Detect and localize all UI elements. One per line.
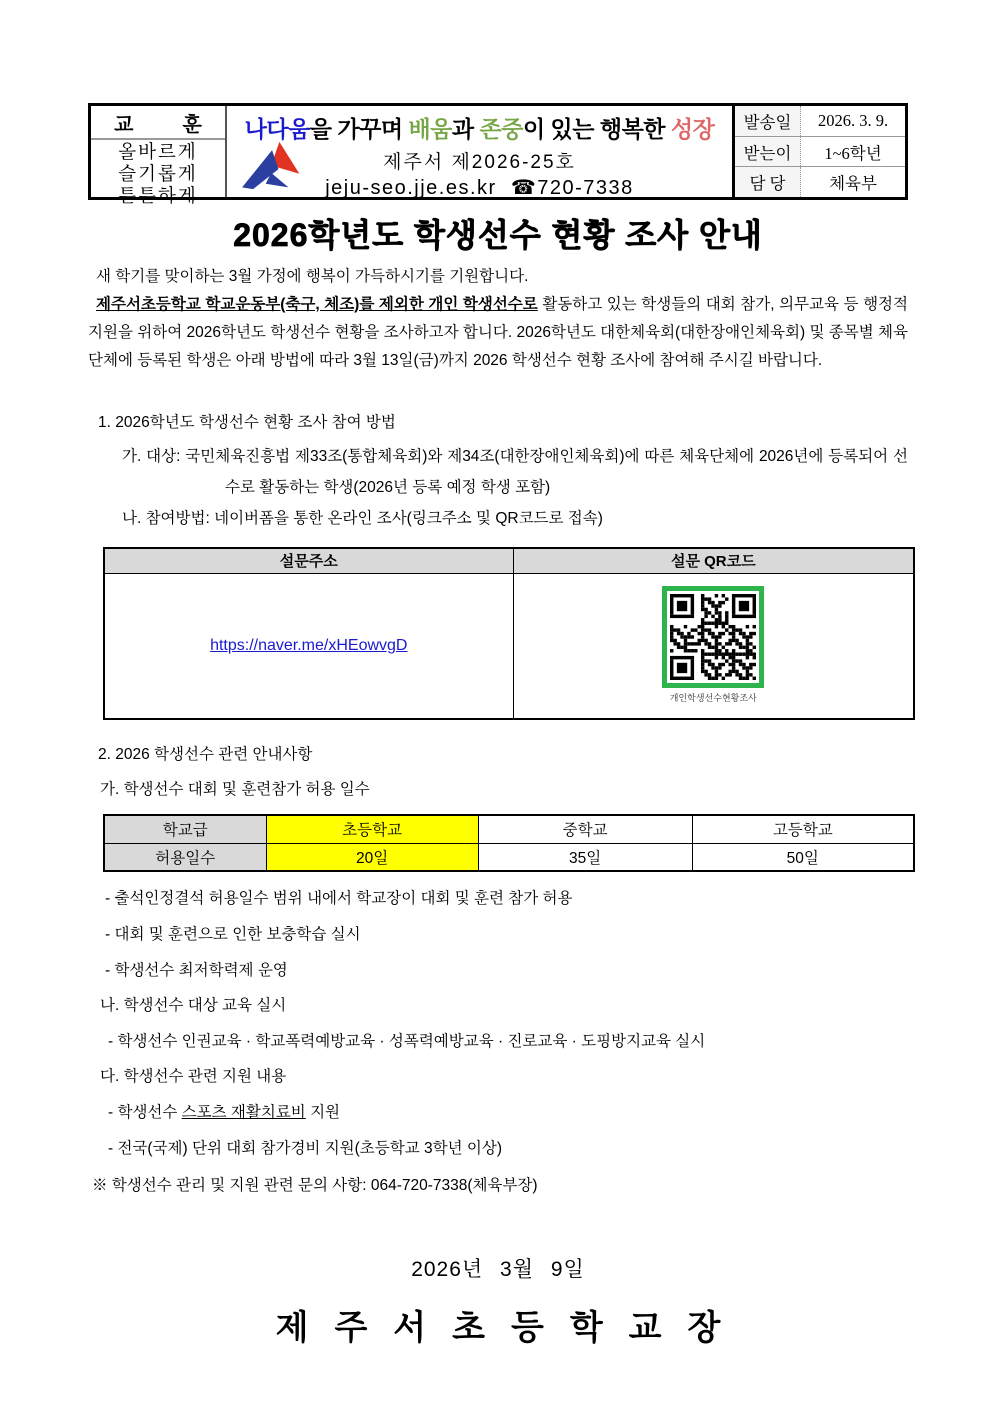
rehab-prefix: - 학생선수 — [108, 1104, 182, 1121]
section1-item-target: 가. 대상: 국민체육진흥법 제33조(통합체육회)와 제34조(대한장애인체육회)에 따른 체육단체에 2026년에 등록되어 선수로 활동하는 학생(2026년 등록 예정 학생 포함) — [122, 448, 908, 496]
slogan-segment: 성장 — [670, 116, 715, 142]
bullet-attendance: - 출석인정결석 허용일수 범위 내에서 학교장이 대회 및 훈련 참가 허용 — [105, 890, 573, 907]
allowance-header-high: 고등학교 — [692, 815, 914, 843]
page-title: 2026학년도 학생선수 현황 조사 안내 — [233, 217, 763, 253]
allowance-header-middle: 중학교 — [478, 815, 692, 843]
slogan-segment: 존중 — [479, 116, 523, 142]
section1-heading: 1. 2026학년도 학생선수 현황 조사 참여 방법 — [98, 414, 396, 431]
masthead — [88, 103, 908, 207]
masthead-info-table — [732, 106, 905, 197]
allowance-header-elementary: 초등학교 — [266, 815, 478, 843]
section2-sub-b: 나. 학생선수 대상 교육 실시 — [100, 997, 287, 1014]
info-label: 담 당 — [735, 167, 801, 197]
bullet-min-academic: - 학생선수 최저학력제 운영 — [105, 962, 288, 979]
slogan-segment: 나다움 — [244, 116, 310, 142]
info-row — [735, 167, 905, 197]
intro-emphasis: 제주서초등학교 학교운동부(축구, 체조)를 제외한 개인 학생선수로 — [96, 296, 538, 313]
intro-rest: 활동하고 있는 학생들의 대회 참가, 의무교육 등 행정적 지원을 위하여 2026학년도 학생선수 현황을 조사하고자 합니다. 2026학년도 대한체육회(대한장애인체육회) 및 종목별 체육단체에 등록된 학생은 아래 방법에 따라 3월 13일(금)까지 2026 학생선수 현황 조사에 참여해 주시길 바랍니다. — [88, 296, 909, 369]
survey-table-body-row — [104, 573, 914, 719]
motto-item: 슬기롭게 — [118, 165, 198, 185]
contact-note: ※ 학생선수 관리 및 지원 관련 문의 사항: 064-720-7338(체육부장) — [92, 1177, 538, 1194]
info-label: 발송일 — [735, 106, 801, 136]
allowance-days-high: 50일 — [692, 843, 914, 871]
school-motto-box — [91, 106, 227, 207]
greeting-paragraph: 새 학기를 맞이하는 3월 가정에 행복이 가득하시기를 기원합니다. — [96, 268, 529, 285]
motto-items — [91, 140, 225, 208]
survey-qr-header: 설문 QR코드 — [513, 548, 914, 573]
motto-title: 교 훈 — [91, 106, 225, 140]
qr-code — [670, 594, 756, 680]
intro-paragraph — [88, 291, 908, 375]
rehab-underlined: 스포츠 재활치료비 — [181, 1104, 306, 1121]
allowance-header-row — [104, 815, 914, 843]
send-date: 2026. 3. 9. — [817, 110, 889, 130]
bullet-expense-support: - 전국(국제) 단위 대회 참가경비 지원(초등학교 3학년 이상) — [108, 1140, 502, 1157]
allowance-row-label: 허용일수 — [104, 843, 266, 871]
bullet-rehab-support — [108, 1100, 908, 1122]
section2-sub-c: 다. 학생선수 관련 지원 내용 — [100, 1068, 287, 1085]
bullet-supplementary: - 대회 및 훈련으로 인한 보충학습 실시 — [105, 926, 361, 943]
school-slogan — [227, 111, 732, 144]
recipient: 1~6학년 — [824, 143, 882, 163]
survey-qr-cell — [513, 573, 914, 719]
slogan-segment: 을 가꾸며 — [309, 116, 409, 142]
info-row — [735, 106, 905, 137]
masthead-center — [227, 106, 732, 197]
allowance-value-row — [104, 843, 914, 871]
allowance-days-elementary: 20일 — [266, 843, 478, 871]
survey-table — [103, 547, 915, 720]
info-row — [735, 137, 905, 168]
department: 체육부 — [829, 174, 877, 194]
allowance-header-level: 학교급 — [104, 815, 266, 843]
school-website: jeju-seo.jje.es.kr — [325, 177, 497, 199]
survey-table-header-row — [104, 548, 914, 573]
allowance-table — [103, 814, 915, 872]
section2-heading: 2. 2026 학생선수 관련 안내사항 — [98, 746, 313, 763]
document-number: 제주서 제2026-25호 — [383, 152, 576, 173]
qr-code-frame — [662, 586, 764, 688]
rehab-suffix: 지원 — [305, 1104, 341, 1121]
slogan-segment: 이 있는 행복한 — [522, 116, 671, 142]
section2-sub-a: 가. 학생선수 대회 및 훈련참가 허용 일수 — [100, 781, 370, 798]
school-logo-icon — [241, 141, 305, 191]
principal-signature: 제주서초등학교장 — [275, 1309, 747, 1347]
info-label: 받는이 — [735, 137, 801, 167]
slogan-segment: 과 — [451, 116, 480, 142]
survey-url-header: 설문주소 — [104, 548, 513, 573]
school-phone: ☎720-7338 — [510, 177, 634, 199]
survey-url-link[interactable]: https://naver.me/xHEowvgD — [210, 636, 408, 654]
slogan-segment: 배움 — [408, 116, 452, 142]
motto-item: 올바르게 — [118, 143, 198, 163]
issue-date: 2026년 3월 9일 — [411, 1258, 585, 1281]
allowance-days-middle: 35일 — [478, 843, 692, 871]
qr-caption: 개인학생선수현황조사 — [669, 692, 757, 703]
section1-item-method: 나. 참여방법: 네이버폼을 통한 온라인 조사(링크주소 및 QR코드로 접속) — [122, 510, 603, 527]
survey-url-cell — [104, 573, 513, 719]
bullet-education: - 학생선수 인권교육 · 학교폭력예방교육 · 성폭력예방교육 · 진로교육 · 도핑방지교육 실시 — [108, 1033, 706, 1050]
motto-item: 튼튼하게 — [118, 187, 198, 207]
